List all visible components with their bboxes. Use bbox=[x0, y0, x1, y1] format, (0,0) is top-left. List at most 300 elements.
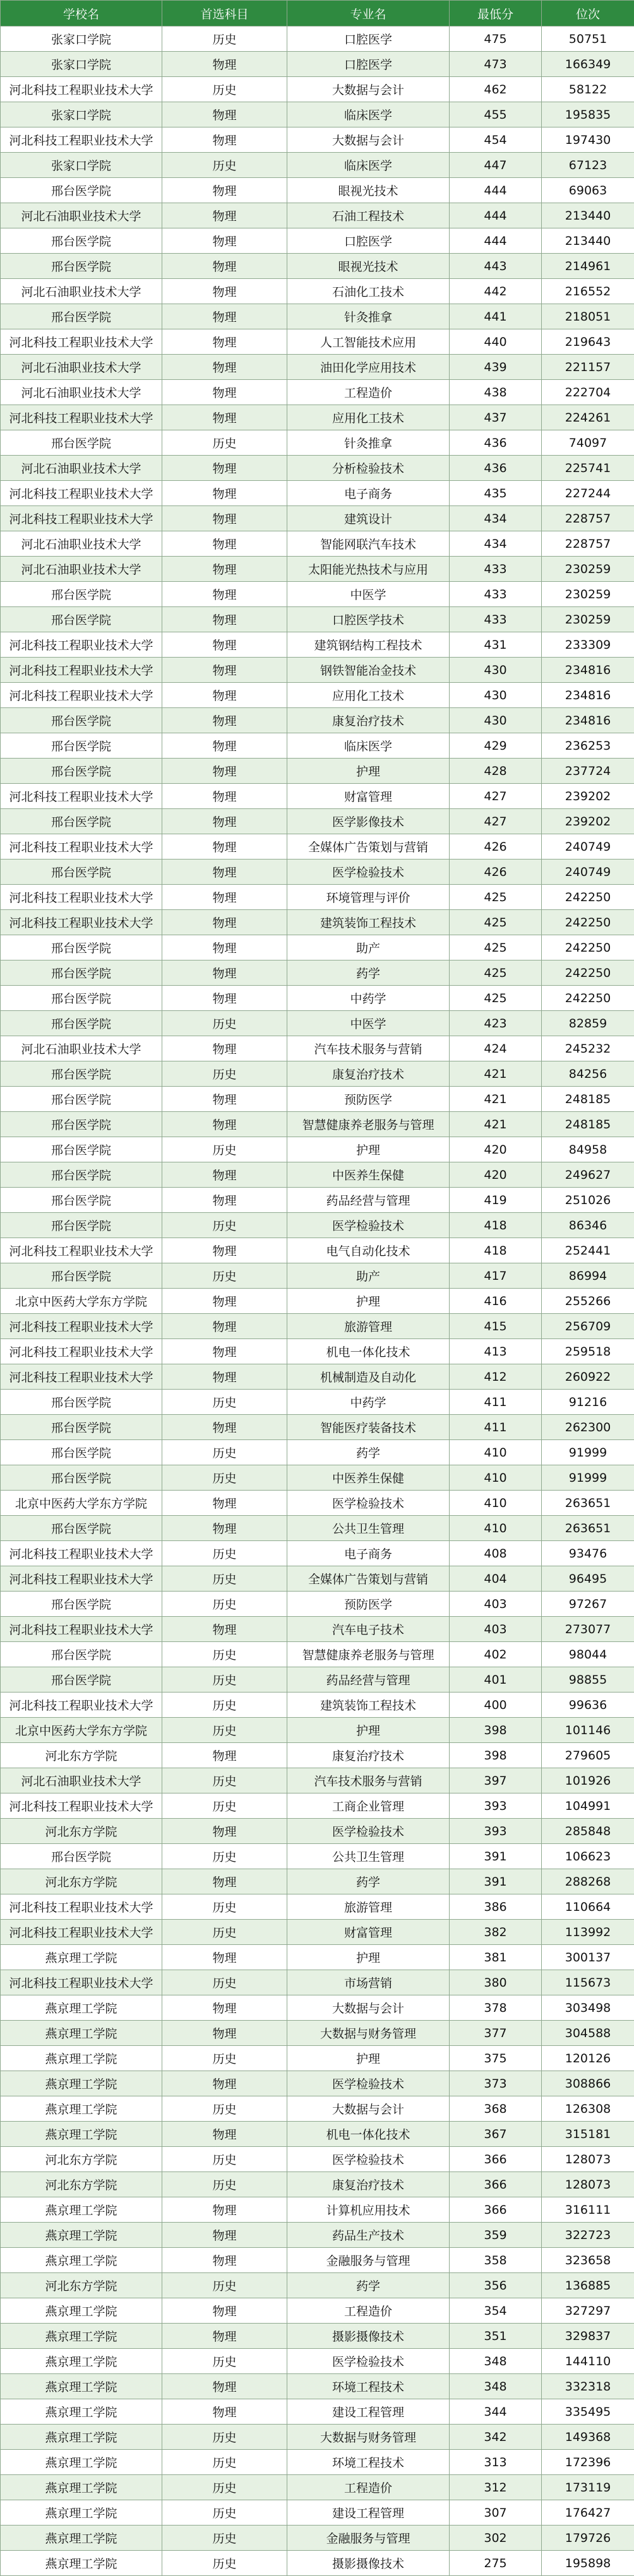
cell-major: 护理 bbox=[287, 1137, 450, 1162]
table-row bbox=[1, 1566, 634, 1592]
cell-school: 燕京理工学院 bbox=[1, 2526, 162, 2551]
cell-major: 环境工程技术 bbox=[287, 2374, 450, 2399]
cell-major: 口腔医学 bbox=[287, 228, 450, 254]
cell-major: 药品生产技术 bbox=[287, 2223, 450, 2248]
cell-subject: 物理 bbox=[162, 2223, 287, 2248]
cell-subject: 物理 bbox=[162, 1516, 287, 1541]
cell-subject: 历史 bbox=[162, 1541, 287, 1566]
cell-school: 河北石油职业技术大学 bbox=[1, 456, 162, 481]
cell-rank: 144110 bbox=[542, 2349, 634, 2374]
cell-school: 河北科技工程职业技术大学 bbox=[1, 329, 162, 355]
cell-school: 燕京理工学院 bbox=[1, 1945, 162, 1970]
cell-school: 邢台医学院 bbox=[1, 809, 162, 834]
cell-min-score: 436 bbox=[450, 430, 542, 456]
cell-rank: 288268 bbox=[542, 1869, 634, 1894]
cell-rank: 213440 bbox=[542, 203, 634, 228]
cell-major: 电气自动化技术 bbox=[287, 1238, 450, 1263]
cell-major: 石油化工技术 bbox=[287, 279, 450, 304]
table-row bbox=[1, 885, 634, 910]
cell-rank: 259518 bbox=[542, 1339, 634, 1364]
cell-subject: 物理 bbox=[162, 355, 287, 380]
cell-min-score: 386 bbox=[450, 1894, 542, 1920]
cell-min-score: 393 bbox=[450, 1793, 542, 1819]
cell-min-score: 435 bbox=[450, 481, 542, 506]
cell-rank: 214961 bbox=[542, 254, 634, 279]
cell-school: 河北东方学院 bbox=[1, 1819, 162, 1844]
table-row bbox=[1, 986, 634, 1011]
cell-school: 河北科技工程职业技术大学 bbox=[1, 1364, 162, 1390]
cell-min-score: 425 bbox=[450, 986, 542, 1011]
cell-min-score: 358 bbox=[450, 2248, 542, 2273]
table-row bbox=[1, 254, 634, 279]
cell-min-score: 397 bbox=[450, 1768, 542, 1793]
cell-school: 河北石油职业技术大学 bbox=[1, 279, 162, 304]
cell-min-score: 410 bbox=[450, 1440, 542, 1465]
cell-subject: 物理 bbox=[162, 1869, 287, 1894]
cell-subject: 物理 bbox=[162, 178, 287, 203]
cell-rank: 234816 bbox=[542, 658, 634, 683]
cell-rank: 106623 bbox=[542, 1844, 634, 1869]
cell-subject: 物理 bbox=[162, 759, 287, 784]
cell-major: 医学检验技术 bbox=[287, 2071, 450, 2096]
cell-subject: 历史 bbox=[162, 1693, 287, 1718]
cell-major: 金融服务与管理 bbox=[287, 2526, 450, 2551]
cell-major: 临床医学 bbox=[287, 153, 450, 178]
cell-major: 大数据与会计 bbox=[287, 77, 450, 102]
cell-school: 河北东方学院 bbox=[1, 2172, 162, 2197]
cell-school: 邢台医学院 bbox=[1, 1415, 162, 1440]
table-row bbox=[1, 1718, 634, 1743]
cell-school: 燕京理工学院 bbox=[1, 2197, 162, 2223]
cell-min-score: 433 bbox=[450, 607, 542, 632]
cell-min-score: 359 bbox=[450, 2223, 542, 2248]
cell-major: 旅游管理 bbox=[287, 1894, 450, 1920]
table-row bbox=[1, 632, 634, 658]
cell-rank: 222704 bbox=[542, 380, 634, 405]
cell-major: 人工智能技术应用 bbox=[287, 329, 450, 355]
cell-major: 建筑设计 bbox=[287, 506, 450, 531]
table-row bbox=[1, 2071, 634, 2096]
cell-subject: 物理 bbox=[162, 304, 287, 329]
cell-subject: 物理 bbox=[162, 1945, 287, 1970]
cell-school: 河北科技工程职业技术大学 bbox=[1, 1793, 162, 1819]
cell-rank: 260922 bbox=[542, 1364, 634, 1390]
cell-min-score: 442 bbox=[450, 279, 542, 304]
table-row bbox=[1, 582, 634, 607]
cell-school: 邢台医学院 bbox=[1, 582, 162, 607]
table-row bbox=[1, 658, 634, 683]
cell-major: 康复治疗技术 bbox=[287, 1743, 450, 1768]
cell-major: 药品经营与管理 bbox=[287, 1188, 450, 1213]
cell-major: 助产 bbox=[287, 1263, 450, 1289]
cell-min-score: 419 bbox=[450, 1188, 542, 1213]
cell-subject: 历史 bbox=[162, 1667, 287, 1693]
cell-school: 河北东方学院 bbox=[1, 2147, 162, 2172]
cell-min-score: 417 bbox=[450, 1263, 542, 1289]
cell-subject: 历史 bbox=[162, 2046, 287, 2071]
cell-school: 邢台医学院 bbox=[1, 1263, 162, 1289]
table-row bbox=[1, 127, 634, 153]
cell-subject: 历史 bbox=[162, 1213, 287, 1238]
cell-rank: 69063 bbox=[542, 178, 634, 203]
table-row bbox=[1, 1415, 634, 1440]
cell-rank: 242250 bbox=[542, 960, 634, 986]
cell-school: 北京中医药大学东方学院 bbox=[1, 1289, 162, 1314]
table-row bbox=[1, 2096, 634, 2122]
table-row bbox=[1, 1263, 634, 1289]
cell-major: 医学检验技术 bbox=[287, 860, 450, 885]
cell-rank: 115673 bbox=[542, 1970, 634, 1995]
cell-min-score: 421 bbox=[450, 1087, 542, 1112]
cell-subject: 物理 bbox=[162, 1339, 287, 1364]
table-row bbox=[1, 784, 634, 809]
cell-school: 燕京理工学院 bbox=[1, 2551, 162, 2576]
cell-rank: 234816 bbox=[542, 683, 634, 708]
cell-min-score: 438 bbox=[450, 380, 542, 405]
cell-school: 河北科技工程职业技术大学 bbox=[1, 1238, 162, 1263]
cell-min-score: 418 bbox=[450, 1238, 542, 1263]
cell-rank: 82859 bbox=[542, 1011, 634, 1036]
cell-min-score: 418 bbox=[450, 1213, 542, 1238]
table-row bbox=[1, 2298, 634, 2324]
cell-major: 全媒体广告策划与营销 bbox=[287, 834, 450, 860]
cell-min-score: 440 bbox=[450, 329, 542, 355]
cell-rank: 219643 bbox=[542, 329, 634, 355]
cell-subject: 物理 bbox=[162, 834, 287, 860]
cell-rank: 227244 bbox=[542, 481, 634, 506]
cell-min-score: 428 bbox=[450, 759, 542, 784]
cell-min-score: 410 bbox=[450, 1465, 542, 1491]
cell-school: 燕京理工学院 bbox=[1, 2399, 162, 2425]
cell-subject: 物理 bbox=[162, 1112, 287, 1137]
cell-min-score: 415 bbox=[450, 1314, 542, 1339]
cell-rank: 242250 bbox=[542, 986, 634, 1011]
cell-min-score: 313 bbox=[450, 2450, 542, 2475]
cell-school: 河北石油职业技术大学 bbox=[1, 1036, 162, 1061]
cell-rank: 101926 bbox=[542, 1768, 634, 1793]
cell-subject: 历史 bbox=[162, 430, 287, 456]
cell-major: 眼视光技术 bbox=[287, 178, 450, 203]
cell-major: 中药学 bbox=[287, 1390, 450, 1415]
cell-subject: 物理 bbox=[162, 481, 287, 506]
table-row bbox=[1, 1137, 634, 1162]
cell-subject: 历史 bbox=[162, 1844, 287, 1869]
cell-major: 建筑钢结构工程技术 bbox=[287, 632, 450, 658]
cell-subject: 物理 bbox=[162, 1289, 287, 1314]
table-row bbox=[1, 1617, 634, 1642]
cell-min-score: 455 bbox=[450, 102, 542, 127]
cell-rank: 195898 bbox=[542, 2551, 634, 2576]
cell-rank: 86994 bbox=[542, 1263, 634, 1289]
cell-major: 大数据与会计 bbox=[287, 2096, 450, 2122]
table-row bbox=[1, 153, 634, 178]
cell-school: 邢台医学院 bbox=[1, 1213, 162, 1238]
cell-min-score: 431 bbox=[450, 632, 542, 658]
cell-major: 建筑装饰工程技术 bbox=[287, 1693, 450, 1718]
cell-subject: 物理 bbox=[162, 2324, 287, 2349]
cell-rank: 173119 bbox=[542, 2475, 634, 2500]
cell-major: 药学 bbox=[287, 2273, 450, 2298]
table-row bbox=[1, 1592, 634, 1617]
table-row bbox=[1, 2526, 634, 2551]
cell-school: 邢台医学院 bbox=[1, 1592, 162, 1617]
cell-school: 邢台医学院 bbox=[1, 254, 162, 279]
cell-min-score: 425 bbox=[450, 935, 542, 960]
cell-subject: 历史 bbox=[162, 1793, 287, 1819]
cell-min-score: 430 bbox=[450, 658, 542, 683]
cell-subject: 历史 bbox=[162, 2273, 287, 2298]
cell-rank: 332318 bbox=[542, 2374, 634, 2399]
cell-rank: 315181 bbox=[542, 2122, 634, 2147]
cell-rank: 228757 bbox=[542, 531, 634, 557]
cell-subject: 物理 bbox=[162, 935, 287, 960]
cell-school: 河北科技工程职业技术大学 bbox=[1, 834, 162, 860]
table-row bbox=[1, 2273, 634, 2298]
table-row bbox=[1, 2122, 634, 2147]
cell-min-score: 441 bbox=[450, 304, 542, 329]
cell-subject: 物理 bbox=[162, 2122, 287, 2147]
cell-min-score: 275 bbox=[450, 2551, 542, 2576]
cell-rank: 126308 bbox=[542, 2096, 634, 2122]
cell-min-score: 382 bbox=[450, 1920, 542, 1945]
cell-major: 医学检验技术 bbox=[287, 1491, 450, 1516]
cell-subject: 历史 bbox=[162, 2450, 287, 2475]
table-body bbox=[1, 27, 634, 2576]
cell-school: 河北石油职业技术大学 bbox=[1, 531, 162, 557]
cell-min-score: 447 bbox=[450, 153, 542, 178]
cell-school: 河北科技工程职业技术大学 bbox=[1, 77, 162, 102]
cell-school: 燕京理工学院 bbox=[1, 2096, 162, 2122]
cell-rank: 218051 bbox=[542, 304, 634, 329]
cell-subject: 物理 bbox=[162, 986, 287, 1011]
cell-rank: 84958 bbox=[542, 1137, 634, 1162]
cell-subject: 物理 bbox=[162, 1036, 287, 1061]
cell-school: 燕京理工学院 bbox=[1, 2071, 162, 2096]
cell-major: 建筑装饰工程技术 bbox=[287, 910, 450, 935]
cell-rank: 242250 bbox=[542, 910, 634, 935]
cell-school: 邢台医学院 bbox=[1, 1440, 162, 1465]
cell-min-score: 354 bbox=[450, 2298, 542, 2324]
cell-rank: 216552 bbox=[542, 279, 634, 304]
cell-rank: 263651 bbox=[542, 1491, 634, 1516]
cell-major: 中药学 bbox=[287, 986, 450, 1011]
cell-rank: 249627 bbox=[542, 1162, 634, 1188]
table-row bbox=[1, 1188, 634, 1213]
cell-min-score: 408 bbox=[450, 1541, 542, 1566]
cell-school: 邢台医学院 bbox=[1, 960, 162, 986]
cell-subject: 物理 bbox=[162, 1238, 287, 1263]
cell-subject: 物理 bbox=[162, 658, 287, 683]
cell-subject: 物理 bbox=[162, 52, 287, 77]
cell-min-score: 391 bbox=[450, 1844, 542, 1869]
cell-major: 汽车技术服务与营销 bbox=[287, 1036, 450, 1061]
cell-min-score: 393 bbox=[450, 1819, 542, 1844]
cell-rank: 322723 bbox=[542, 2223, 634, 2248]
cell-subject: 物理 bbox=[162, 1188, 287, 1213]
cell-subject: 物理 bbox=[162, 228, 287, 254]
cell-major: 临床医学 bbox=[287, 733, 450, 759]
cell-major: 公共卫生管理 bbox=[287, 1844, 450, 1869]
cell-school: 河北科技工程职业技术大学 bbox=[1, 632, 162, 658]
table-row bbox=[1, 1844, 634, 1869]
cell-school: 邢台医学院 bbox=[1, 935, 162, 960]
table-row bbox=[1, 1995, 634, 2021]
cell-subject: 物理 bbox=[162, 910, 287, 935]
cell-school: 邢台医学院 bbox=[1, 1137, 162, 1162]
cell-min-score: 426 bbox=[450, 834, 542, 860]
cell-major: 工程造价 bbox=[287, 2475, 450, 2500]
cell-major: 护理 bbox=[287, 759, 450, 784]
table-row bbox=[1, 506, 634, 531]
cell-rank: 96495 bbox=[542, 1566, 634, 1592]
cell-subject: 历史 bbox=[162, 2551, 287, 2576]
cell-min-score: 443 bbox=[450, 254, 542, 279]
cell-school: 张家口学院 bbox=[1, 27, 162, 52]
cell-school: 邢台医学院 bbox=[1, 1516, 162, 1541]
cell-school: 邢台医学院 bbox=[1, 759, 162, 784]
cell-min-score: 366 bbox=[450, 2172, 542, 2197]
table-row bbox=[1, 2425, 634, 2450]
table-row bbox=[1, 1036, 634, 1061]
cell-min-score: 412 bbox=[450, 1364, 542, 1390]
cell-school: 河北科技工程职业技术大学 bbox=[1, 784, 162, 809]
table-row bbox=[1, 178, 634, 203]
cell-rank: 335495 bbox=[542, 2399, 634, 2425]
cell-school: 河北科技工程职业技术大学 bbox=[1, 405, 162, 430]
cell-rank: 230259 bbox=[542, 557, 634, 582]
cell-min-score: 375 bbox=[450, 2046, 542, 2071]
cell-school: 邢台医学院 bbox=[1, 1390, 162, 1415]
cell-school: 燕京理工学院 bbox=[1, 2349, 162, 2374]
cell-min-score: 402 bbox=[450, 1642, 542, 1667]
cell-major: 口腔医学 bbox=[287, 52, 450, 77]
cell-major: 中医养生保健 bbox=[287, 1465, 450, 1491]
cell-min-score: 430 bbox=[450, 708, 542, 733]
cell-rank: 128073 bbox=[542, 2172, 634, 2197]
cell-rank: 242250 bbox=[542, 935, 634, 960]
cell-major: 摄影摄像技术 bbox=[287, 2324, 450, 2349]
cell-subject: 历史 bbox=[162, 1465, 287, 1491]
cell-min-score: 454 bbox=[450, 127, 542, 153]
cell-major: 智能网联汽车技术 bbox=[287, 531, 450, 557]
table-row bbox=[1, 456, 634, 481]
cell-school: 燕京理工学院 bbox=[1, 2425, 162, 2450]
cell-subject: 物理 bbox=[162, 809, 287, 834]
cell-min-score: 420 bbox=[450, 1137, 542, 1162]
cell-major: 摄影摄像技术 bbox=[287, 2551, 450, 2576]
cell-subject: 历史 bbox=[162, 77, 287, 102]
cell-rank: 255266 bbox=[542, 1289, 634, 1314]
cell-subject: 物理 bbox=[162, 279, 287, 304]
cell-subject: 历史 bbox=[162, 1011, 287, 1036]
table-row bbox=[1, 1465, 634, 1491]
cell-subject: 历史 bbox=[162, 2425, 287, 2450]
cell-subject: 物理 bbox=[162, 1314, 287, 1339]
cell-subject: 历史 bbox=[162, 1566, 287, 1592]
cell-major: 预防医学 bbox=[287, 1087, 450, 1112]
cell-subject: 物理 bbox=[162, 885, 287, 910]
cell-subject: 历史 bbox=[162, 1137, 287, 1162]
cell-rank: 248185 bbox=[542, 1087, 634, 1112]
cell-school: 邢台医学院 bbox=[1, 304, 162, 329]
cell-school: 北京中医药大学东方学院 bbox=[1, 1718, 162, 1743]
cell-min-score: 439 bbox=[450, 355, 542, 380]
cell-school: 河北科技工程职业技术大学 bbox=[1, 1541, 162, 1566]
cell-subject: 物理 bbox=[162, 254, 287, 279]
table-row bbox=[1, 2223, 634, 2248]
cell-school: 河北科技工程职业技术大学 bbox=[1, 506, 162, 531]
cell-school: 河北科技工程职业技术大学 bbox=[1, 1970, 162, 1995]
cell-min-score: 410 bbox=[450, 1516, 542, 1541]
cell-rank: 316111 bbox=[542, 2197, 634, 2223]
cell-school: 河北科技工程职业技术大学 bbox=[1, 1693, 162, 1718]
cell-min-score: 381 bbox=[450, 1945, 542, 1970]
cell-school: 邢台医学院 bbox=[1, 1162, 162, 1188]
cell-major: 护理 bbox=[287, 1289, 450, 1314]
cell-min-score: 420 bbox=[450, 1162, 542, 1188]
cell-school: 河北东方学院 bbox=[1, 1743, 162, 1768]
table-row bbox=[1, 1541, 634, 1566]
table-row bbox=[1, 77, 634, 102]
cell-school: 河北石油职业技术大学 bbox=[1, 1768, 162, 1793]
cell-subject: 物理 bbox=[162, 102, 287, 127]
header-min-score: 最低分 bbox=[450, 1, 542, 27]
cell-school: 燕京理工学院 bbox=[1, 2122, 162, 2147]
cell-subject: 历史 bbox=[162, 2349, 287, 2374]
cell-major: 金融服务与管理 bbox=[287, 2248, 450, 2273]
cell-school: 张家口学院 bbox=[1, 153, 162, 178]
cell-school: 张家口学院 bbox=[1, 52, 162, 77]
cell-school: 邢台医学院 bbox=[1, 1087, 162, 1112]
cell-major: 口腔医学技术 bbox=[287, 607, 450, 632]
cell-major: 大数据与会计 bbox=[287, 1995, 450, 2021]
cell-rank: 285848 bbox=[542, 1819, 634, 1844]
cell-rank: 236253 bbox=[542, 733, 634, 759]
cell-min-score: 378 bbox=[450, 1995, 542, 2021]
cell-major: 全媒体广告策划与营销 bbox=[287, 1566, 450, 1592]
cell-subject: 历史 bbox=[162, 2500, 287, 2526]
cell-major: 大数据与财务管理 bbox=[287, 2425, 450, 2450]
cell-min-score: 436 bbox=[450, 456, 542, 481]
cell-subject: 物理 bbox=[162, 960, 287, 986]
cell-subject: 物理 bbox=[162, 2248, 287, 2273]
table-row bbox=[1, 1920, 634, 1945]
cell-major: 钢铁智能冶金技术 bbox=[287, 658, 450, 683]
cell-rank: 67123 bbox=[542, 153, 634, 178]
cell-school: 张家口学院 bbox=[1, 102, 162, 127]
cell-school: 邢台医学院 bbox=[1, 1642, 162, 1667]
cell-rank: 304588 bbox=[542, 2021, 634, 2046]
cell-min-score: 351 bbox=[450, 2324, 542, 2349]
cell-min-score: 424 bbox=[450, 1036, 542, 1061]
cell-rank: 120126 bbox=[542, 2046, 634, 2071]
cell-min-score: 367 bbox=[450, 2122, 542, 2147]
cell-school: 邢台医学院 bbox=[1, 607, 162, 632]
table-row bbox=[1, 557, 634, 582]
cell-min-score: 404 bbox=[450, 1566, 542, 1592]
cell-min-score: 421 bbox=[450, 1061, 542, 1087]
cell-school: 燕京理工学院 bbox=[1, 2046, 162, 2071]
cell-major: 大数据与财务管理 bbox=[287, 2021, 450, 2046]
cell-rank: 228757 bbox=[542, 506, 634, 531]
table-row bbox=[1, 1440, 634, 1465]
cell-subject: 物理 bbox=[162, 683, 287, 708]
table-row bbox=[1, 759, 634, 784]
cell-rank: 176427 bbox=[542, 2500, 634, 2526]
cell-subject: 物理 bbox=[162, 607, 287, 632]
cell-subject: 历史 bbox=[162, 1920, 287, 1945]
cell-school: 河北科技工程职业技术大学 bbox=[1, 481, 162, 506]
